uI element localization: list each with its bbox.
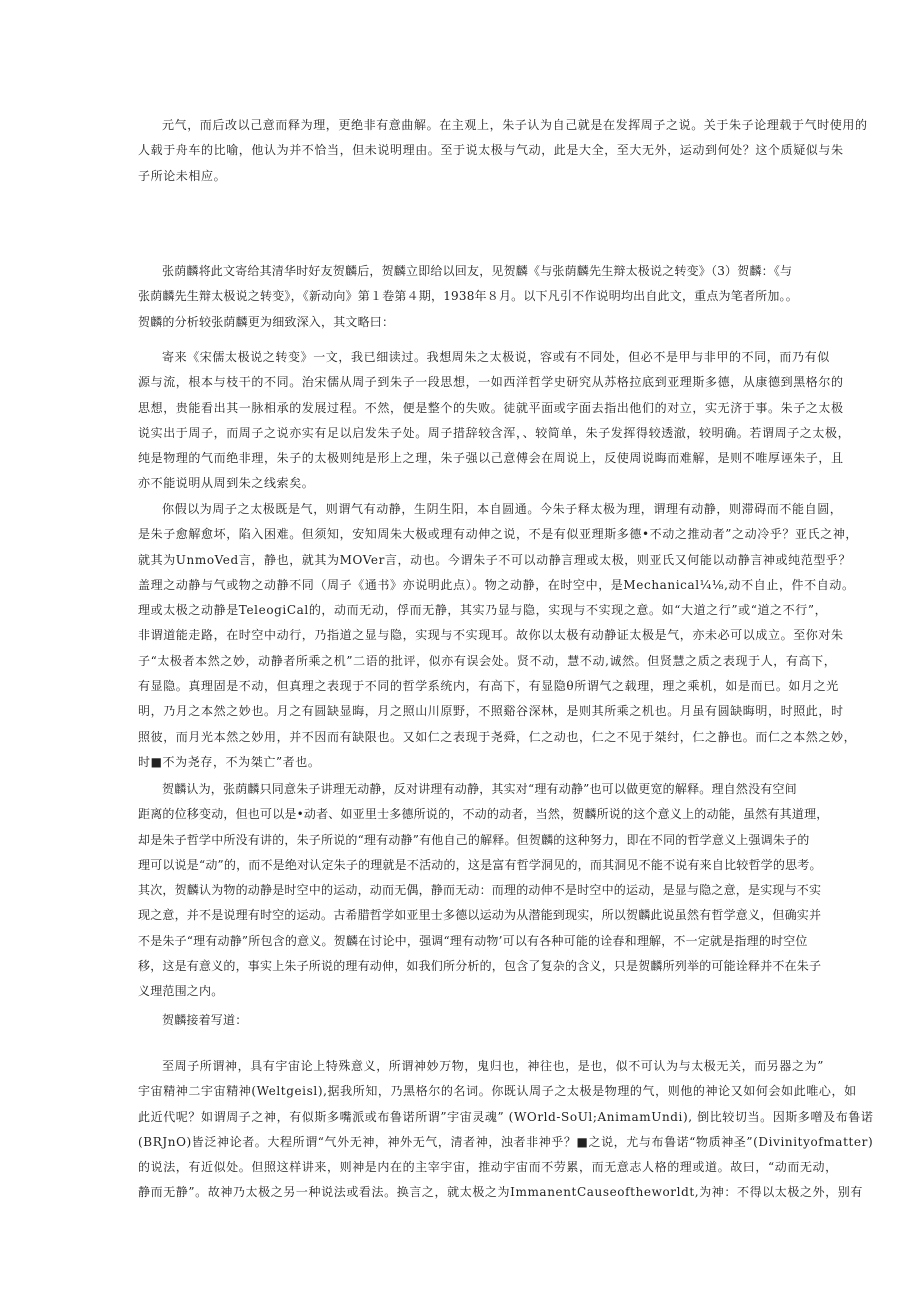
text-line: 理或太极之动静是TeleogiCal的，动而无动，俘而无静，其实乃显与隐，实现与不实现之意。如“大道之行”或“道之不行”， [138, 603, 828, 618]
text-line: 张荫麟先生辩太极说之转变》，《新动向》第１卷第４期，1938年８月。以下凡引不作说明均出自此文，重点为笔者所加。。 [138, 289, 798, 304]
paragraph-2 [138, 345, 851, 497]
text-line: 思想，贵能看出其一脉相承的发展过程。不然，便是整个的失败。徒就平面或字面去指出他们的对立，实无济于事。朱子之太极 [138, 400, 844, 415]
text-line: 时■不为尧存，不为桀亡”者也。 [138, 754, 321, 769]
text-line: 非谓道能走路，在时空中动行，乃指道之显与隐，实现与不实现耳。故你以太极有动静证太极是气，亦未必可以成立。至你对朱 [138, 628, 844, 643]
paragraph-6 [138, 1054, 874, 1206]
text-line: 人载于舟车的比喻，他认为并不恰当，但未说明理由。至于说太极与气动，此是大全，至大无外，运动到何处？这个质疑似与朱 [138, 143, 844, 158]
text-line: 移，这是有意义的，事实上朱子所说的理有动伸，如我们所分析的，包含了复杂的含义，只是贺麟所列举的可能诠释并不在朱子 [138, 959, 822, 974]
text-line: 理可以说是“动”的，而不是绝对认定朱子的理就是不活动的，这是富有哲学洞见的，而其洞见不能不说有来自比较哲学的思考。 [138, 857, 822, 872]
text-line: 说实出于周子，而周子之说亦实有足以启发朱子处。周子措辞较含浑，、较简单，朱子发挥得较透澈，较明确。若谓周子之太极， [138, 425, 851, 440]
text-line: 贺麟认为，张荫麟只同意朱子讲理无动静，反对讲理有动静，其实对“理有动静”也可以做更宽的解释。理自然没有空间 [162, 782, 797, 796]
text-line: 亦不能说明从周到朱之线索矣。 [138, 476, 315, 491]
text-line: 其次，贺麟认为物的动静是时空中的运动，动而无偶，静而无动：而理的动伸不是时空中的运动，是显与隐之意，是实现与不实 [138, 883, 822, 898]
text-line: 却是朱子哲学中所没有讲的，朱子所说的“理有动静”有他自己的解释。但贺麟的这种努力，即在不同的哲学意义上强调朱子的 [138, 832, 810, 847]
text-line: 子所论未相应。 [138, 168, 227, 183]
text-line: 义理范围之内。 [138, 984, 224, 999]
text-line: 此近代呢？如谓周子之神，有似斯多嘴派或布鲁诺所谓”宇宙灵魂” (WOrld-SoUl;AnimamUndi), 倒比较切当。因斯多噌及布鲁诺 [138, 1109, 874, 1124]
text-line: 是朱子愈解愈坏，陷入困难。但须知，安知周朱大极或理有动伸之说，不是有似亚理斯多德•不动之推动者”之动冷乎？亚氏之神， [138, 527, 859, 542]
text-line: 你假以为周子之太极既是气，则谓气有动静，生阴生阳，本自圆通。今朱子释太极为理，谓理有动静，则滞碍而不能自圆， [162, 502, 843, 516]
text-line: 至周子所谓神，具有宇宙论上特殊意义，所谓神妙万物，鬼归也，神往也，是也，似不可认为与太极无关，而另器之为” [162, 1059, 824, 1073]
text-line: 寄来《宋儒太极说之转变》一文，我已细读过。我想周朱之太极说，容或有不同处，但必不是甲与非甲的不同，而乃有似 [162, 350, 830, 364]
text-line: 源与流，根本与枝干的不同。治宋儒从周子到朱子一段思想，一如西洋哲学史研究从苏格拉底到亚理斯多德，从康德到黑格尔的 [138, 375, 844, 390]
text-line: 元气，而后改以己意而释为理，更绝非有意曲解。在主观上，朱子认为自己就是在发挥周子之说。关于朱子论理载于气时使用的 [162, 118, 868, 132]
paragraph-5 [138, 1008, 786, 1033]
text-line: 不是朱子“理有动静”所包含的意义。贺麟在讨论中，强调“理有动物’可以有各种可能的诠春和理解，不一定就是指理的时空位 [138, 933, 808, 948]
text-line: 距离的位移变动，但也可以是•动者、如亚里士多德所说的，不动的动者，当然，贺麟所说的这个意义上的动能，虽然有其道理， [138, 807, 829, 822]
text-line: 明，乃月之本然之妙也。月之有圆缺显晦，月之照山川原野，不照谿谷深林，是则其所乘之机也。月虽有圆缺晦明，时照此，时 [138, 704, 844, 719]
text-line: 宇宙精神二宇宙精神(Weltgeisl),据我所知，乃黑格尔的名词。你既认周子之太极是物理的气，则他的神论又如何会如此唯心，如 [138, 1084, 857, 1099]
text-line: 张荫麟将此文寄给其清华时好友贺麟后，贺麟立即给以回友，见贺麟《与张荫麟先生辩太极说之转变》（3）贺麟：《与 [162, 264, 793, 278]
text-line: 盖理之动静与气或物之动静不同（周子《通书》亦说明此点）。物之动静，在时空中，是Mechanical¼⅛,动不自止，件不自动。 [138, 577, 855, 592]
text-line: 贺麟的分析较张荫麟更为细致深入，其文略曰： [138, 314, 395, 329]
text-line: (BRJnO)皆泛神论者。大程所谓“气外无神，神外无气，清者神，浊者非神乎？■之说，尤与布鲁诺“物质神圣”(Divinityofmatter) [138, 1134, 874, 1149]
text-line: 就其为UnmoVed言，静也，就其为MOVer言，动也。今谓朱子不可以动静言理或太极，则亚氏又何能以动静言神或纯范型乎？ [138, 552, 852, 567]
text-line: 静而无静”。故神乃太极之另一种说法或看法。换言之，就太极之为ImmanentCauseoftheworldt,为神：不得以太极之外，别有 [138, 1185, 864, 1200]
text-line: 有显隐。真理固是不动，但真理之表现于不同的哲学系统内，有高下，有显隐θ所谓气之载理，理之乘机，如是而已。如月之光 [138, 679, 839, 694]
text-line: 照彼，而月光本然之妙用，并不因而有缺限也。又如仁之表现于尧舜，仁之动也，仁之不见于桀纣，仁之静也。而仁之本然之妙， [138, 729, 857, 744]
text-line: 纯是物理的气而绝非理，朱子的太极则纯是形上之理，朱子强以己意傅会在周说上，反使周说晦而难解，是则不唯厚诬朱子，且 [138, 451, 844, 466]
text-line: 的说法，有近似处。但照这样讲来，则神是内在的主宰宇宙，推动宇宙而不劳累，而无意志人格的理或道。故曰，“动而无动， [138, 1160, 838, 1175]
text-line: 子“太极者本然之妙，动静者所乘之机”二语的批评，似亦有误会处。贤不动，慧不动,诚然。但贤慧之质之表现于人，有高下， [138, 653, 837, 668]
paragraph-4 [138, 777, 829, 1005]
paragraph-3 [138, 497, 859, 775]
paragraph-1 [138, 259, 798, 335]
paragraph-0 [138, 113, 868, 189]
text-line: 贺麟接着写道： [162, 1013, 248, 1027]
text-line: 现之意，并不是说理有时空的运动。古希腊哲学如亚里士多德以运动为从潜能到现实，所以贺麟此说虽然有哲学意义，但确实并 [138, 908, 822, 923]
